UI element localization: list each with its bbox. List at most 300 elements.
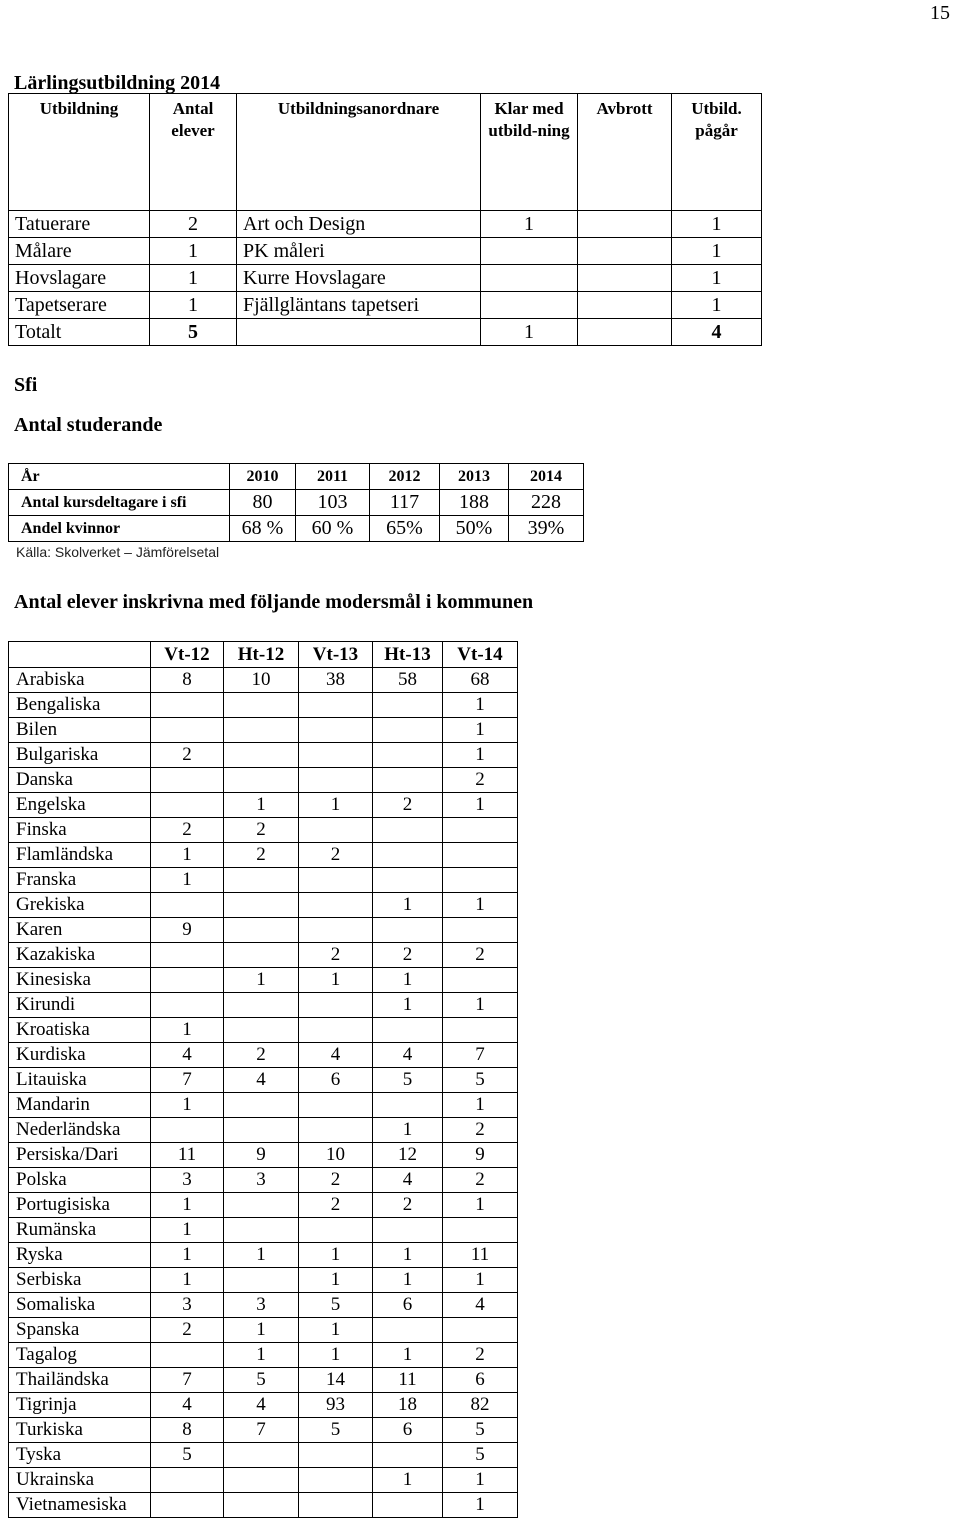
language-name: Kroatiska [9, 1018, 151, 1043]
table-cell [237, 319, 481, 346]
table-cell: 60 % [296, 516, 370, 542]
table-cell [224, 693, 299, 718]
table-cell: 2 [224, 818, 299, 843]
table-cell [151, 1493, 224, 1518]
table-cell: 4 [443, 1293, 518, 1318]
table-row [9, 1043, 518, 1068]
table-cell [224, 1193, 299, 1218]
table-cell [578, 238, 672, 265]
table-cell [224, 918, 299, 943]
column-header: 2010 [230, 464, 296, 490]
table-cell: Antal kursdeltagare i sfi [9, 490, 230, 516]
table-cell: 1 [150, 292, 237, 319]
table-cell: 11 [151, 1143, 224, 1168]
table-cell [578, 265, 672, 292]
table-cell [151, 943, 224, 968]
table-cell: 9 [151, 918, 224, 943]
table-cell [299, 868, 373, 893]
language-name: Serbiska [9, 1268, 151, 1293]
table-cell [373, 818, 443, 843]
table-cell: 1 [224, 1243, 299, 1268]
table-cell: 68 % [230, 516, 296, 542]
table-cell [224, 1118, 299, 1143]
table-cell: 2 [299, 1193, 373, 1218]
table-cell: Art och Design [237, 211, 481, 238]
table-cell: 11 [373, 1368, 443, 1393]
table-cell: 58 [373, 668, 443, 693]
table-cell: 9 [443, 1143, 518, 1168]
language-name: Tagalog [9, 1343, 151, 1368]
table-cell: 8 [151, 1418, 224, 1443]
table-cell: 188 [440, 490, 509, 516]
table-row [9, 1118, 518, 1143]
column-header: Klar med utbild-ning [481, 94, 578, 211]
table-row [9, 1218, 518, 1243]
table-cell: 1 [672, 238, 762, 265]
table-cell [224, 743, 299, 768]
table-cell [151, 693, 224, 718]
table-row [9, 490, 584, 516]
language-name: Karen [9, 918, 151, 943]
table-cell: 3 [151, 1168, 224, 1193]
language-name: Kurdiska [9, 1043, 151, 1068]
section-title-larlingsutbildning: Lärlingsutbildning 2014 [14, 72, 221, 94]
table-cell [299, 768, 373, 793]
table-cell: 10 [299, 1143, 373, 1168]
table-cell: 1 [443, 1493, 518, 1518]
table-cell: 10 [224, 668, 299, 693]
column-header: År [9, 464, 230, 490]
column-header: Antal elever [150, 94, 237, 211]
table-cell: 1 [373, 1343, 443, 1368]
table-cell [299, 1443, 373, 1468]
table-row [9, 1443, 518, 1468]
table-cell [224, 768, 299, 793]
table-cell [481, 238, 578, 265]
table-cell: 5 [151, 1443, 224, 1468]
table-cell: 82 [443, 1393, 518, 1418]
table-cell: 6 [443, 1368, 518, 1393]
language-name: Polska [9, 1168, 151, 1193]
table-cell: 6 [299, 1068, 373, 1093]
language-name: Kirundi [9, 993, 151, 1018]
table-cell: 1 [443, 1468, 518, 1493]
table-cell: 4 [299, 1043, 373, 1068]
table-cell: 5 [443, 1068, 518, 1093]
table-cell [443, 968, 518, 993]
language-name: Spanska [9, 1318, 151, 1343]
table-cell: Hovslagare [9, 265, 150, 292]
table-cell: 4 [224, 1393, 299, 1418]
table-cell: 2 [151, 818, 224, 843]
table-cell [299, 993, 373, 1018]
table-cell [443, 1318, 518, 1343]
table-cell [578, 319, 672, 346]
table-cell: 3 [224, 1168, 299, 1193]
table-cell: 2 [224, 843, 299, 868]
table-cell: 1 [373, 1118, 443, 1143]
table-row [9, 1068, 518, 1093]
language-name: Bengaliska [9, 693, 151, 718]
table-cell: 2 [299, 843, 373, 868]
column-header: Utbildning [9, 94, 150, 211]
table-cell: 1 [373, 993, 443, 1018]
table-cell [151, 1343, 224, 1368]
table-cell: 1 [373, 893, 443, 918]
table-cell [443, 918, 518, 943]
table-cell: 7 [224, 1418, 299, 1443]
table-cell: 3 [151, 1293, 224, 1318]
table-cell [373, 868, 443, 893]
table-cell: 5 [224, 1368, 299, 1393]
table-cell: 1 [299, 1243, 373, 1268]
table-cell [224, 893, 299, 918]
table-row [9, 1343, 518, 1368]
table-cell: 2 [373, 793, 443, 818]
table-row [9, 743, 518, 768]
table-cell [224, 1443, 299, 1468]
table-cell: 1 [443, 693, 518, 718]
table-cell: 2 [151, 1318, 224, 1343]
table-cell: 7 [151, 1068, 224, 1093]
column-header: Utbildningsanordnare [237, 94, 481, 211]
table-cell: 1 [224, 793, 299, 818]
table-cell: 5 [443, 1418, 518, 1443]
table-cell: 1 [443, 793, 518, 818]
table-row [9, 1093, 518, 1118]
table-cell: 1 [443, 1093, 518, 1118]
table-row [9, 292, 762, 319]
language-name: Portugisiska [9, 1193, 151, 1218]
table-cell: 103 [296, 490, 370, 516]
table-cell: 1 [672, 292, 762, 319]
table-row [9, 265, 762, 292]
table-row [9, 1418, 518, 1443]
language-name: Vietnamesiska [9, 1493, 151, 1518]
table-row [9, 1493, 518, 1518]
table-cell [151, 1468, 224, 1493]
table-cell [373, 743, 443, 768]
table-cell: 2 [299, 943, 373, 968]
table-cell [373, 1218, 443, 1243]
table-cell: 1 [151, 1243, 224, 1268]
table-cell: 7 [151, 1368, 224, 1393]
table-cell: 1 [151, 1218, 224, 1243]
table-cell: 93 [299, 1393, 373, 1418]
table-cell [443, 1018, 518, 1043]
table-row [9, 319, 762, 346]
table-row [9, 1393, 518, 1418]
table-cell: 1 [151, 1093, 224, 1118]
table-cell [443, 868, 518, 893]
table-body [9, 211, 762, 346]
language-name: Turkiska [9, 1418, 151, 1443]
language-name: Mandarin [9, 1093, 151, 1118]
table-cell: 1 [151, 868, 224, 893]
table-row [9, 768, 518, 793]
table-cell [299, 818, 373, 843]
table-cell: 5 [299, 1418, 373, 1443]
table-cell [299, 1218, 373, 1243]
column-header [9, 642, 151, 668]
language-name: Arabiska [9, 668, 151, 693]
table-row [9, 238, 762, 265]
table-cell [373, 918, 443, 943]
table-cell: 1 [373, 1468, 443, 1493]
table-cell [224, 718, 299, 743]
table-cell: 8 [151, 668, 224, 693]
table-cell [373, 1093, 443, 1118]
language-name: Kinesiska [9, 968, 151, 993]
table-cell: Målare [9, 238, 150, 265]
table-cell [299, 743, 373, 768]
table-cell: 1 [443, 743, 518, 768]
table-row [9, 1243, 518, 1268]
table-cell [299, 1093, 373, 1118]
table-cell: 11 [443, 1243, 518, 1268]
table-cell: 2 [443, 943, 518, 968]
table-header-row [9, 642, 518, 668]
column-header: 2012 [370, 464, 440, 490]
language-name: Persiska/Dari [9, 1143, 151, 1168]
table-row [9, 1293, 518, 1318]
table-cell: 9 [224, 1143, 299, 1168]
table-cell: 65% [370, 516, 440, 542]
language-name: Ukrainska [9, 1468, 151, 1493]
table-cell: 1 [224, 1343, 299, 1368]
table-cell [373, 1493, 443, 1518]
table-cell: 228 [509, 490, 584, 516]
section-title-modersmal: Antal elever inskrivna med följande modersmål i kommunen [14, 591, 534, 613]
table-cell: Fjällgläntans tapetseri [237, 292, 481, 319]
table-row [9, 718, 518, 743]
table-cell: 2 [443, 1168, 518, 1193]
column-header: 2013 [440, 464, 509, 490]
table-cell: 7 [443, 1043, 518, 1068]
table-row [9, 918, 518, 943]
table-cell [373, 1318, 443, 1343]
table-cell: 1 [224, 1318, 299, 1343]
table-cell [299, 1468, 373, 1493]
table-cell [578, 292, 672, 319]
table-cell [299, 918, 373, 943]
table-cell [443, 818, 518, 843]
table-cell [224, 1493, 299, 1518]
table-cell: 39% [509, 516, 584, 542]
table-row [9, 843, 518, 868]
table-cell: 4 [373, 1043, 443, 1068]
table-row [9, 1018, 518, 1043]
table-cell [224, 943, 299, 968]
table-cell: 3 [224, 1293, 299, 1318]
column-header: Utbild. pågår [672, 94, 762, 211]
table-cell: 12 [373, 1143, 443, 1168]
language-name: Kazakiska [9, 943, 151, 968]
language-name: Somaliska [9, 1293, 151, 1318]
section-title-sfi: Sfi [14, 374, 38, 396]
table-cell: 2 [373, 1193, 443, 1218]
table-cell: 4 [224, 1068, 299, 1093]
table-row [9, 818, 518, 843]
table-cell: 1 [443, 893, 518, 918]
table-cell [224, 1468, 299, 1493]
language-name: Bulgariska [9, 743, 151, 768]
table-cell: 2 [151, 743, 224, 768]
table-row [9, 516, 584, 542]
table-row [9, 1143, 518, 1168]
table-cell [373, 1443, 443, 1468]
language-name: Bilen [9, 718, 151, 743]
column-header: Vt-13 [299, 642, 373, 668]
language-name: Finska [9, 818, 151, 843]
table-cell [299, 893, 373, 918]
table-cell: 14 [299, 1368, 373, 1393]
table-cell [299, 1018, 373, 1043]
table-row [9, 943, 518, 968]
language-name: Danska [9, 768, 151, 793]
table-cell: 5 [299, 1293, 373, 1318]
table-cell: 1 [150, 265, 237, 292]
table-cell: 1 [373, 1268, 443, 1293]
table-cell: 6 [373, 1293, 443, 1318]
table-cell: 2 [224, 1043, 299, 1068]
language-name: Ryska [9, 1243, 151, 1268]
table-cell: Tapetserare [9, 292, 150, 319]
table-row [9, 1268, 518, 1293]
table-row [9, 968, 518, 993]
table-row [9, 868, 518, 893]
table-cell: 4 [373, 1168, 443, 1193]
table-cell: 2 [299, 1168, 373, 1193]
table-cell: 1 [672, 265, 762, 292]
table-cell [224, 1018, 299, 1043]
table-row [9, 668, 518, 693]
table-cell: 1 [299, 1318, 373, 1343]
page-number: 15 [930, 2, 950, 24]
language-name: Thailändska [9, 1368, 151, 1393]
table-cell [578, 211, 672, 238]
table-cell: 1 [373, 1243, 443, 1268]
table-row [9, 993, 518, 1018]
language-name: Franska [9, 868, 151, 893]
table-cell: 1 [151, 843, 224, 868]
table-cell: PK måleri [237, 238, 481, 265]
table-cell [373, 843, 443, 868]
table-cell: 1 [151, 1193, 224, 1218]
table-cell: 1 [443, 993, 518, 1018]
language-name: Tigrinja [9, 1393, 151, 1418]
table-cell [151, 793, 224, 818]
table-cell: 1 [299, 793, 373, 818]
source-note: Källa: Skolverket – Jämförelsetal [16, 544, 220, 560]
table-row [9, 1468, 518, 1493]
larlingsutbildning-table [8, 93, 762, 346]
table-cell [373, 693, 443, 718]
language-name: Litauiska [9, 1068, 151, 1093]
table-cell: 1 [299, 968, 373, 993]
column-header: Ht-13 [373, 642, 443, 668]
section-subtitle-antal-studerande: Antal studerande [14, 414, 163, 436]
table-cell: 1 [299, 1343, 373, 1368]
table-cell: 38 [299, 668, 373, 693]
table-cell [373, 768, 443, 793]
table-cell: 2 [443, 768, 518, 793]
language-name: Flamländska [9, 843, 151, 868]
table-row [9, 893, 518, 918]
table-cell: 117 [370, 490, 440, 516]
table-cell [224, 1268, 299, 1293]
table-cell: Tatuerare [9, 211, 150, 238]
table-cell [443, 843, 518, 868]
table-cell [373, 1018, 443, 1043]
table-cell: 1 [299, 1268, 373, 1293]
table-cell: 1 [443, 718, 518, 743]
table-cell: 5 [373, 1068, 443, 1093]
table-cell: 80 [230, 490, 296, 516]
table-cell: 68 [443, 668, 518, 693]
table-cell: 2 [150, 211, 237, 238]
table-row [9, 211, 762, 238]
table-row [9, 1168, 518, 1193]
column-header: 2014 [509, 464, 584, 490]
sfi-table [8, 463, 584, 542]
table-cell: Totalt [9, 319, 150, 346]
table-cell: Andel kvinnor [9, 516, 230, 542]
language-name: Engelska [9, 793, 151, 818]
table-cell: 1 [151, 1268, 224, 1293]
language-name: Rumänska [9, 1218, 151, 1243]
table-cell: 4 [151, 1393, 224, 1418]
table-cell: Kurre Hovslagare [237, 265, 481, 292]
table-cell: 5 [443, 1443, 518, 1468]
table-cell [481, 292, 578, 319]
table-cell: 4 [672, 319, 762, 346]
table-cell [443, 1218, 518, 1243]
table-cell: 1 [481, 319, 578, 346]
table-cell [299, 693, 373, 718]
table-row [9, 793, 518, 818]
table-cell [151, 1118, 224, 1143]
table-cell: 1 [672, 211, 762, 238]
table-cell [151, 718, 224, 743]
table-cell: 18 [373, 1393, 443, 1418]
table-header-row [9, 464, 584, 490]
table-cell: 50% [440, 516, 509, 542]
table-cell: 1 [151, 1018, 224, 1043]
table-cell [151, 968, 224, 993]
table-row [9, 1368, 518, 1393]
column-header: Avbrott [578, 94, 672, 211]
table-cell [151, 993, 224, 1018]
language-name: Grekiska [9, 893, 151, 918]
table-cell [299, 1118, 373, 1143]
table-cell [224, 868, 299, 893]
table-cell [224, 993, 299, 1018]
table-cell: 1 [224, 968, 299, 993]
table-cell: 2 [443, 1118, 518, 1143]
table-cell [151, 768, 224, 793]
table-cell: 2 [443, 1343, 518, 1368]
table-header-row [9, 94, 762, 211]
language-name: Tyska [9, 1443, 151, 1468]
column-header: Vt-14 [443, 642, 518, 668]
table-cell [224, 1218, 299, 1243]
column-header: Vt-12 [151, 642, 224, 668]
table-row [9, 1318, 518, 1343]
table-cell: 1 [373, 968, 443, 993]
table-cell [481, 265, 578, 292]
table-cell: 5 [150, 319, 237, 346]
